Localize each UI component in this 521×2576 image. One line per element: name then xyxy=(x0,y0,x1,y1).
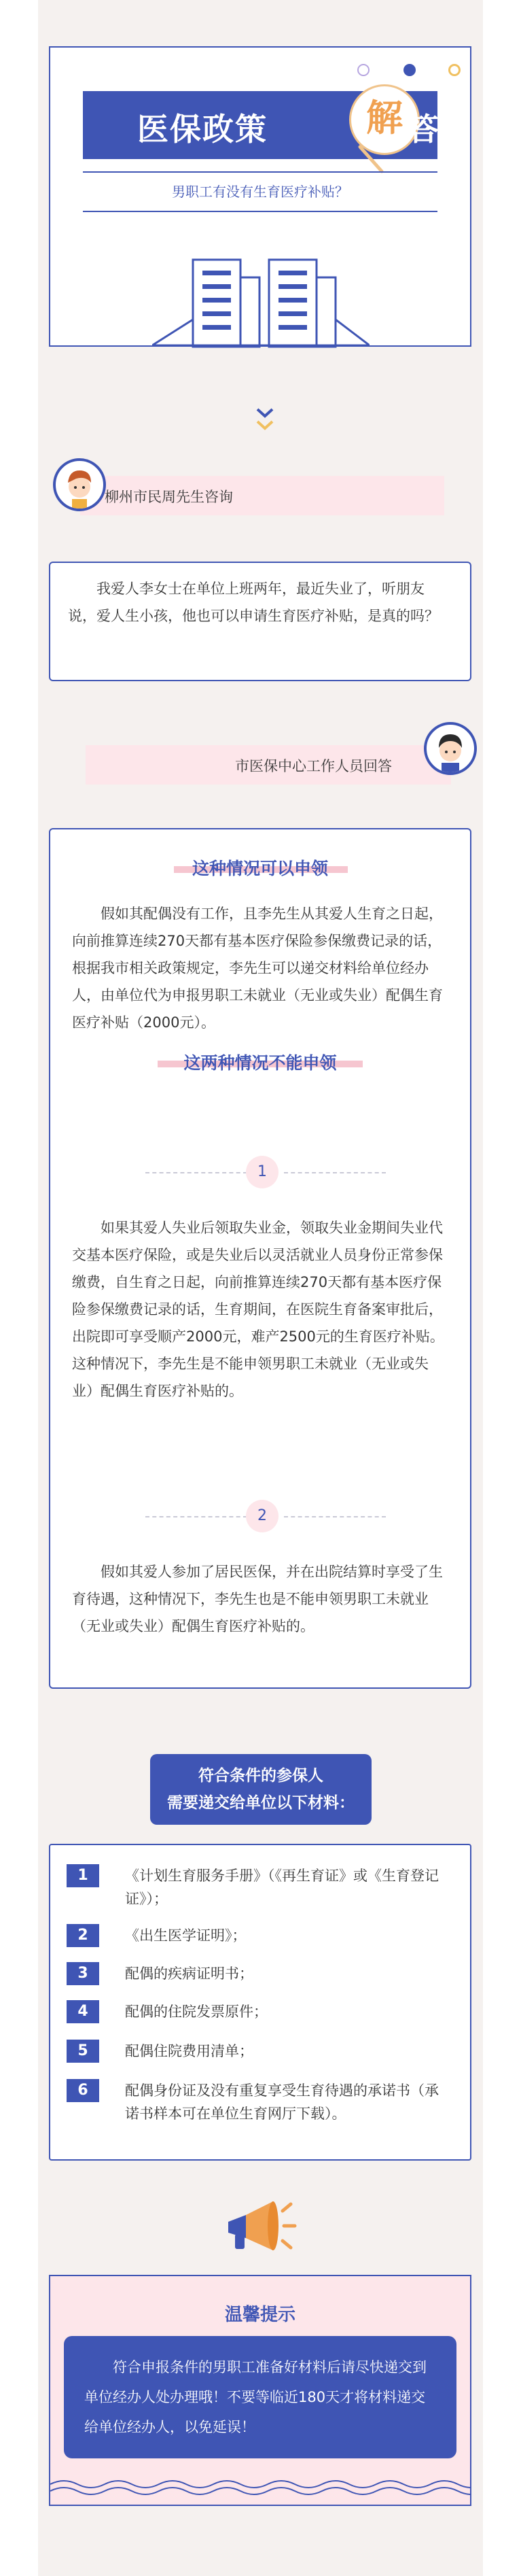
divider-left xyxy=(145,1516,247,1517)
title-highlight: 解 xyxy=(349,84,420,155)
case2-text: 假如其爱人参加了居民医保，并在出院结算时享受了生育待遇，这种情况下，李先生也是不能申领男职工未就业（无业或失业）配偶生育医疗补贴的。 xyxy=(72,1564,443,1634)
requirements-card xyxy=(49,1844,471,2161)
item-number: 5 xyxy=(67,2040,99,2063)
magnifier-icon xyxy=(355,141,395,182)
responder-banner xyxy=(86,745,451,785)
requirements-heading-line2: 需要递交给单位以下材料： xyxy=(167,1794,355,1812)
divider-right xyxy=(284,1516,386,1517)
case2-number: 2 xyxy=(246,1500,279,1532)
tips-card xyxy=(49,2275,471,2506)
list-item: 配偶的疾病证明书； xyxy=(125,1965,253,1982)
list-item: 《计划生育服务手册》（《再生育证》或《生育登记证》）； xyxy=(125,1868,439,1907)
responder-avatar xyxy=(424,722,477,775)
building-icon xyxy=(152,252,370,348)
question-text: 我爱人李女士在单位上班两年，最近失业了，听朋友说，爱人生小孩，他也可以申请生育医疗补贴，是真的吗？ xyxy=(68,581,439,624)
page-title: 医保政策 xyxy=(137,111,268,148)
item-number: 3 xyxy=(67,1962,99,1985)
requirements-heading xyxy=(150,1754,372,1825)
case1-number: 1 xyxy=(246,1156,279,1188)
requirements-heading-line1: 符合条件的参保人 xyxy=(198,1767,323,1785)
responder-label: 市医保中心工作人员回答 xyxy=(235,758,392,774)
divider-left xyxy=(145,1172,247,1173)
header-card xyxy=(49,46,471,347)
list-item: 《出生医学证明》； xyxy=(125,1927,247,1944)
item-number: 4 xyxy=(67,2000,99,2023)
list-item: 配偶的住院发票原件； xyxy=(125,2004,268,2020)
man-avatar-icon xyxy=(56,461,103,509)
answer-card xyxy=(49,828,471,1689)
divider-top xyxy=(83,171,437,173)
purple-dot-icon xyxy=(357,64,370,76)
list-item: 配偶住院费用清单； xyxy=(125,2043,253,2059)
subtitle: 男职工有没有生育医疗补贴？ xyxy=(172,184,348,200)
asker-avatar xyxy=(53,458,106,511)
asker-label: 柳州市民周先生咨询 xyxy=(105,489,233,505)
tips-title: 温馨提示 xyxy=(224,2305,295,2325)
section2-title: 这两种情况不能申领 xyxy=(183,1053,337,1073)
case1-text: 如果其爱人失业后领取失业金，领取失业金期间失业代交基本医疗保险，或是失业后以灵活就业人员身份正常参保缴费，自生育之日起，向前推算连续270天都有基本医疗保险参保缴费记录的话，生育期间，在医院生育备案审批后，出院即可享受顺产2000元，难产2500元的生育医疗补贴。这种情况下，李先生是不能申领男职工未就业（无业或失业）配偶生育医疗补贴的。 xyxy=(72,1220,444,1399)
tips-text: 符合申报条件的男职工准备好材料后请尽快递交到单位经办人处办理哦！不要等临近180天才将材料递交给单位经办人，以免延误！ xyxy=(84,2359,427,2435)
section1-title: 这种情况可以申领 xyxy=(192,859,328,878)
megaphone-icon xyxy=(223,2195,298,2257)
asker-banner xyxy=(80,476,444,515)
tips-box xyxy=(64,2336,456,2458)
list-item: 配偶身份证及没有重复享受生育待遇的承诺书（承诺书样本可在单位生育网厅下载）。 xyxy=(125,2082,439,2122)
item-number: 2 xyxy=(67,1924,99,1947)
item-number: 1 xyxy=(67,1864,99,1887)
item-number: 6 xyxy=(67,2079,99,2102)
divider-right xyxy=(284,1172,386,1173)
wave-decoration xyxy=(50,2476,470,2496)
question-card xyxy=(49,562,471,681)
blue-dot-icon xyxy=(403,64,416,76)
yellow-dot-icon xyxy=(448,64,461,76)
staff-avatar-icon xyxy=(427,725,474,772)
chevron-down-icon xyxy=(255,407,274,434)
section1-text: 假如其配偶没有工作，且李先生从其爱人生育之日起，向前推算连续270天都有基本医疗保险参保缴费记录的话，根据我市相关政策规定，李先生可以递交材料给单位经办人，由单位代为申报男职工未就业（无业或失业）配偶生育医疗补贴（2000元）。 xyxy=(72,906,443,1031)
divider-bottom xyxy=(83,211,437,212)
page-title-end: 答 xyxy=(408,111,439,148)
